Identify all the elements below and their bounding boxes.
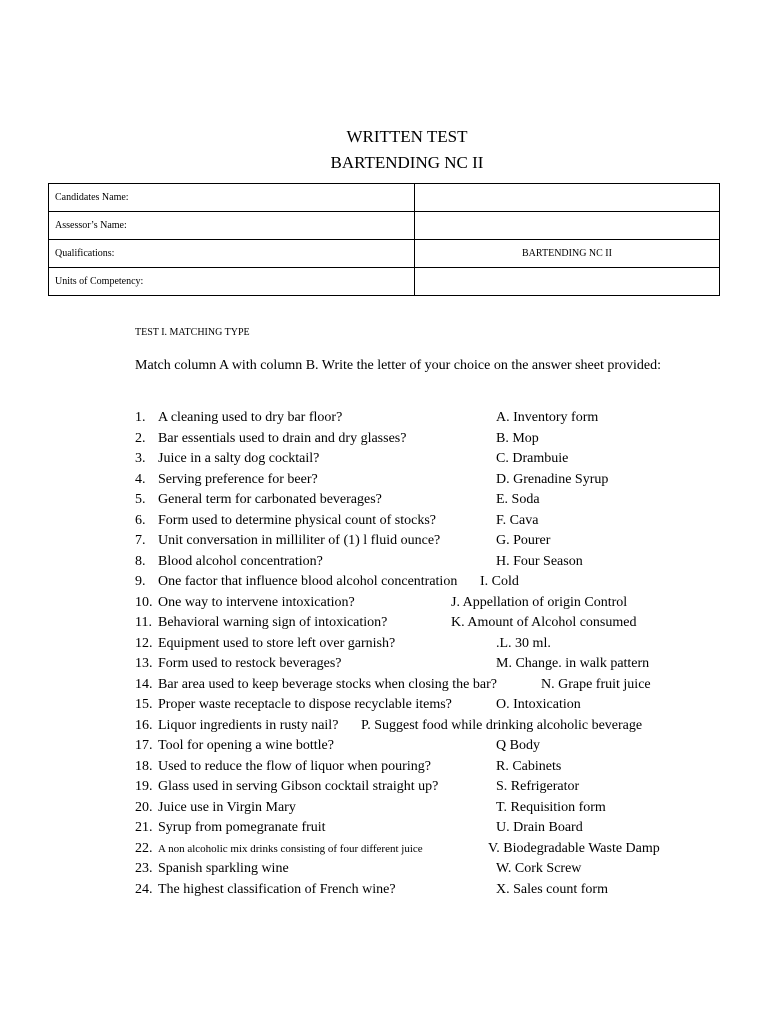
column-a-question: Spanish sparkling wine [158,861,289,876]
table-row [49,240,720,268]
item-number: 14. [135,676,153,692]
column-a-question: Blood alcohol concentration? [158,553,323,569]
column-b-choice: J. Appellation of origin Control [451,594,628,610]
column-a-question: Behavioral warning sign of intoxication? [158,615,388,630]
column-b-choice: B. Mop [496,430,539,446]
item-number: 10. [135,594,153,610]
list-item [0,552,768,572]
list-item [0,593,768,613]
column-a-question: Used to reduce the flow of liquor when pouring? [158,758,431,774]
table-row [49,212,720,240]
table-row [49,268,720,296]
item-number: 13. [135,656,153,671]
candidates-name-field[interactable] [415,184,720,212]
column-a-question: Syrup from pomegranate fruit [158,820,326,835]
list-item [0,654,768,674]
item-number: 21. [135,820,153,835]
test-instructions: Match column A with column B. Write the letter of your choice on the answer sheet provided: [135,358,661,373]
column-b-choice: E. Soda [496,492,540,507]
test-heading: TEST I. MATCHING TYPE [135,327,250,338]
units-of-competency-field[interactable] [415,268,720,296]
item-number: 1. [135,410,146,425]
list-item [0,757,768,777]
list-item [0,531,768,551]
item-number: 18. [135,758,153,774]
list-item [0,449,768,469]
list-item [0,777,768,797]
column-a-question: A cleaning used to dry bar floor? [158,410,343,425]
candidate-info-table [48,183,720,296]
list-item [0,511,768,531]
assessors-name-field[interactable] [415,212,720,240]
item-number: 2. [135,430,146,446]
column-a-question: Tool for opening a wine bottle? [158,738,334,753]
title-bartending-nc-ii: BARTENDING NC II [330,153,484,172]
list-item [0,818,768,838]
list-item [0,695,768,715]
item-number: 4. [135,471,146,487]
column-a-question: One way to intervene intoxication? [158,594,355,610]
column-a-question: Juice use in Virgin Mary [158,799,296,815]
column-b-choice: G. Pourer [496,533,551,548]
item-number: 20. [135,799,153,815]
item-number: 15. [135,697,153,712]
column-a-question: Serving preference for beer? [158,471,318,487]
item-number: 9. [135,574,146,589]
column-a-question: Equipment used to store left over garnish? [158,635,396,651]
qualifications-label: Qualifications: [49,240,415,268]
column-b-choice: U. Drain Board [496,820,583,835]
item-number: 17. [135,738,153,753]
column-a-question: General term for carbonated beverages? [158,492,382,507]
title-written-test: WRITTEN TEST [346,127,468,146]
units-of-competency-label: Units of Competency: [49,268,415,296]
column-b-choice: M. Change. in walk pattern [496,656,650,671]
list-item [0,490,768,510]
column-a-question: Proper waste receptacle to dispose recyclable items? [158,697,452,712]
column-b-choice: A. Inventory form [496,410,599,425]
item-number: 16. [135,717,153,733]
column-b-choice: N. Grape fruit juice [541,676,651,692]
column-b-choice: P. Suggest food while drinking alcoholic beverage [361,717,643,733]
item-number: 22. [135,840,153,856]
item-number: 23. [135,861,153,876]
column-a-question: Unit conversation in milliliter of (1) l fluid ounce? [158,533,441,548]
column-b-choice: O. Intoxication [496,697,581,712]
column-b-choice: S. Refrigerator [496,779,580,794]
list-item [0,716,768,736]
list-item [0,798,768,818]
column-a-question: Glass used in serving Gibson cocktail straight up? [158,779,439,794]
list-item [0,470,768,490]
item-number: 8. [135,553,146,569]
column-a-question: Form used to restock beverages? [158,656,342,671]
qualifications-value: BARTENDING NC II [415,240,720,268]
column-b-choice: .L. 30 ml. [496,635,551,651]
column-b-choice: C. Drambuie [496,451,569,466]
item-number: 24. [135,881,153,897]
candidates-name-label: Candidates Name: [49,184,415,212]
list-item [0,634,768,654]
column-b-choice: R. Cabinets [496,758,562,774]
column-b-choice: D. Grenadine Syrup [496,471,609,487]
list-item [0,880,768,900]
column-a-question: Bar area used to keep beverage stocks when closing the bar? [158,676,497,692]
column-b-choice: H. Four Season [496,553,583,569]
list-item [0,572,768,592]
column-a-question: Bar essentials used to drain and dry glasses? [158,430,407,446]
item-number: 7. [135,533,146,548]
list-item [0,736,768,756]
column-b-choice: F. Cava [496,512,539,528]
list-item [0,408,768,428]
column-b-choice: I. Cold [480,574,519,589]
column-a-question: Juice in a salty dog cocktail? [158,451,320,466]
item-number: 6. [135,512,146,528]
column-b-choice: Q Body [496,738,540,753]
column-a-question: One factor that influence blood alcohol concentration [158,574,458,589]
column-a-question: The highest classification of French wine? [158,881,396,897]
list-item [0,675,768,695]
column-a-question: A non alcoholic mix drinks consisting of four different juice [158,842,423,855]
item-number: 3. [135,451,146,466]
item-number: 5. [135,492,146,507]
table-row [49,184,720,212]
list-item [0,859,768,879]
list-item [0,429,768,449]
list-item [0,839,768,859]
column-b-choice: V. Biodegradable Waste Damp [488,840,660,856]
column-a-question: Form used to determine physical count of stocks? [158,512,436,528]
column-b-choice: K. Amount of Alcohol consumed [451,615,637,630]
column-b-choice: X. Sales count form [496,881,608,897]
item-number: 11. [135,615,152,630]
assessors-name-label: Assessor’s Name: [49,212,415,240]
item-number: 19. [135,779,153,794]
column-b-choice: W. Cork Screw [496,861,582,876]
column-a-question: Liquor ingredients in rusty nail? [158,717,339,733]
list-item [0,613,768,633]
item-number: 12. [135,635,153,651]
column-b-choice: T. Requisition form [496,799,606,815]
